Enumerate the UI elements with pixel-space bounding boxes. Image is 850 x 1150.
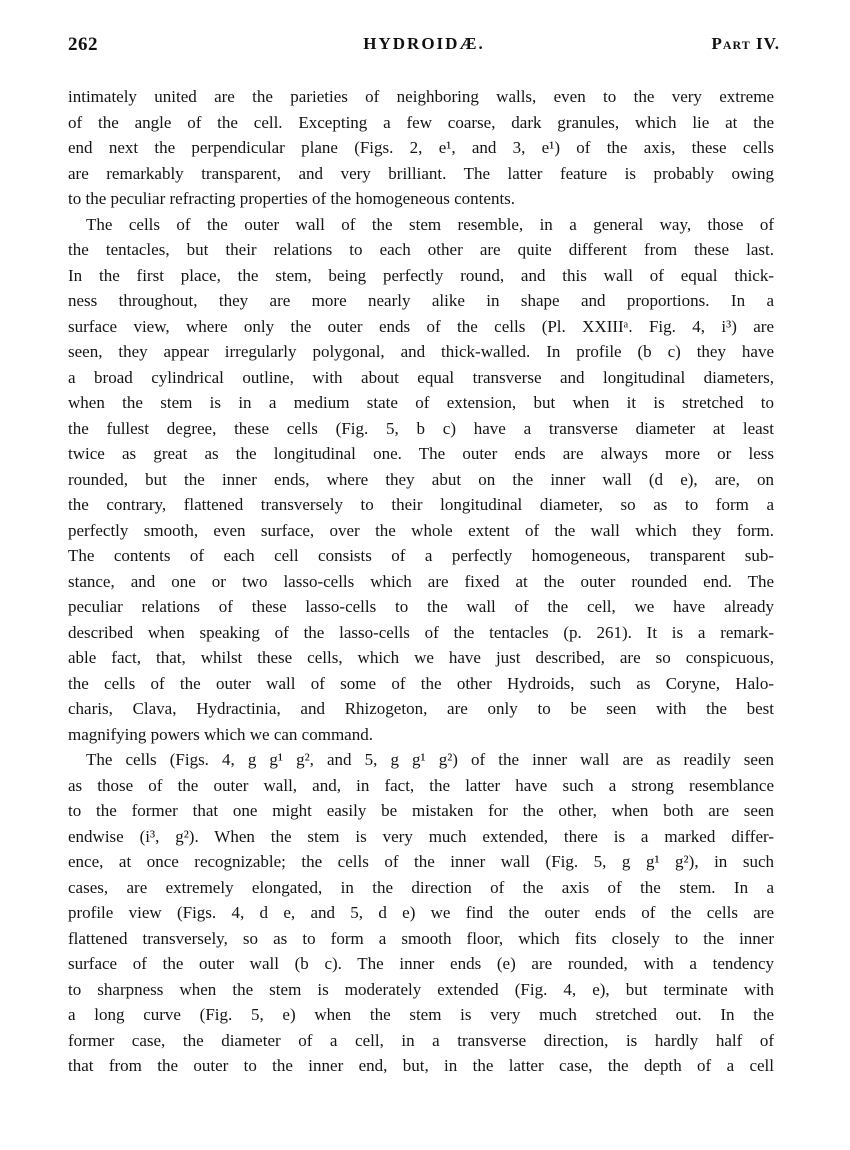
text-line: the contrary, flattened transversely to their longitudinal diameter, so as to form a: [68, 495, 774, 514]
text-line: the cells of the outer wall of some of the other Hydroids, such as Coryne, Halo-: [68, 673, 774, 693]
text-line: to the peculiar refracting properties of the homogeneous contents.: [68, 189, 516, 208]
text-line: cases, are extremely elongated, in the direction of the axis of the stem. In a: [68, 877, 774, 897]
text-line: that from the outer to the inner end, but, in the latter case, the depth of a cell: [68, 1056, 774, 1075]
text-line: when the stem is in a medium state of extension, but when it is stretched to: [68, 393, 774, 412]
text-line: charis, Clava, Hydractinia, and Rhizogeton, are only to be seen with the best: [68, 699, 774, 718]
text-line: peculiar relations of these lasso-cells to the wall of the cell, we have already: [68, 597, 774, 616]
text-line: flattened transversely, so as to form a smooth floor, which fits closely to the inner: [68, 928, 774, 948]
text-line: The cells of the outer wall of the stem resemble, in a general way, those of: [86, 214, 774, 234]
text-line: to sharpness when the stem is moderately extended (Fig. 4, e), but terminate with: [68, 979, 774, 999]
text-line: seen, they appear irregularly polygonal, and thick-walled. In profile (b c) they have: [68, 342, 774, 361]
text-line: surface view, where only the outer ends of the cells (Pl. XXIIIᵃ. Fig. 4, i³) are: [68, 316, 774, 336]
text-line: ness throughout, they are more nearly alike in shape and proportions. In a: [68, 291, 774, 310]
text-line: a long curve (Fig. 5, e) when the stem is very much stretched out. In the: [68, 1005, 774, 1024]
text-line: The contents of each cell consists of a perfectly homogeneous, transparent sub-: [68, 546, 774, 565]
text-line: In the first place, the stem, being perfectly round, and this wall of equal thick-: [68, 265, 774, 285]
text-line: intimately united are the parieties of neighboring walls, even to the very extreme: [68, 87, 774, 106]
text-line: profile view (Figs. 4, d e, and 5, d e) we find the outer ends of the cells are: [68, 903, 774, 922]
page-number: 262: [68, 34, 98, 55]
part-label: Part IV.: [711, 34, 780, 53]
text-line: stance, and one or two lasso-cells which are fixed at the outer rounded end. The: [68, 571, 774, 591]
text-line: the fullest degree, these cells (Fig. 5, b c) have a transverse diameter at least: [68, 418, 774, 438]
text-line: former case, the diameter of a cell, in a transverse direction, is hardly half of: [68, 1030, 774, 1050]
text-line: perfectly smooth, even surface, over the whole extent of the wall which they form.: [68, 520, 774, 540]
text-line: the tentacles, but their relations to each other are quite different from these last.: [68, 240, 774, 259]
text-line: described when speaking of the lasso-cells of the tentacles (p. 261). It is a remark-: [68, 622, 774, 642]
text-line: The cells (Figs. 4, g g¹ g², and 5, g g¹ g²) of the inner wall are as readily seen: [86, 750, 774, 769]
text-line: twice as great as the longitudinal one. The outer ends are always more or less: [68, 444, 774, 463]
text-line: ence, at once recognizable; the cells of the inner wall (Fig. 5, g g¹ g²), in such: [68, 852, 774, 871]
text-line: able fact, that, whilst these cells, which we have just described, are so conspicuous,: [68, 648, 774, 667]
running-title: HYDROIDÆ.: [363, 34, 485, 53]
text-line: of the angle of the cell. Excepting a few coarse, dark granules, which lie at the: [68, 112, 774, 132]
text-line: a broad cylindrical outline, with about equal transverse and longitudinal diameters,: [68, 367, 774, 387]
text-line: magnifying powers which we can command.: [68, 724, 373, 744]
text-line: to the former that one might easily be mistaken for the other, when both are seen: [68, 801, 774, 820]
text-line: as those of the outer wall, and, in fact, the latter have such a strong resemblance: [68, 775, 774, 795]
body-text: [68, 84, 774, 1079]
text-line: rounded, but the inner ends, where they abut on the inner wall (d e), are, on: [68, 469, 774, 489]
text-line: surface of the outer wall (b c). The inner ends (e) are rounded, with a tendency: [68, 954, 774, 973]
running-header: [68, 34, 780, 62]
text-line: endwise (i³, g²). When the stem is very much extended, there is a marked differ-: [68, 826, 774, 846]
text-line: end next the perpendicular plane (Figs. 2, e¹, and 3, e¹) of the axis, these cells: [68, 138, 774, 157]
text-line: are remarkably transparent, and very brilliant. The latter feature is probably owing: [68, 163, 774, 183]
